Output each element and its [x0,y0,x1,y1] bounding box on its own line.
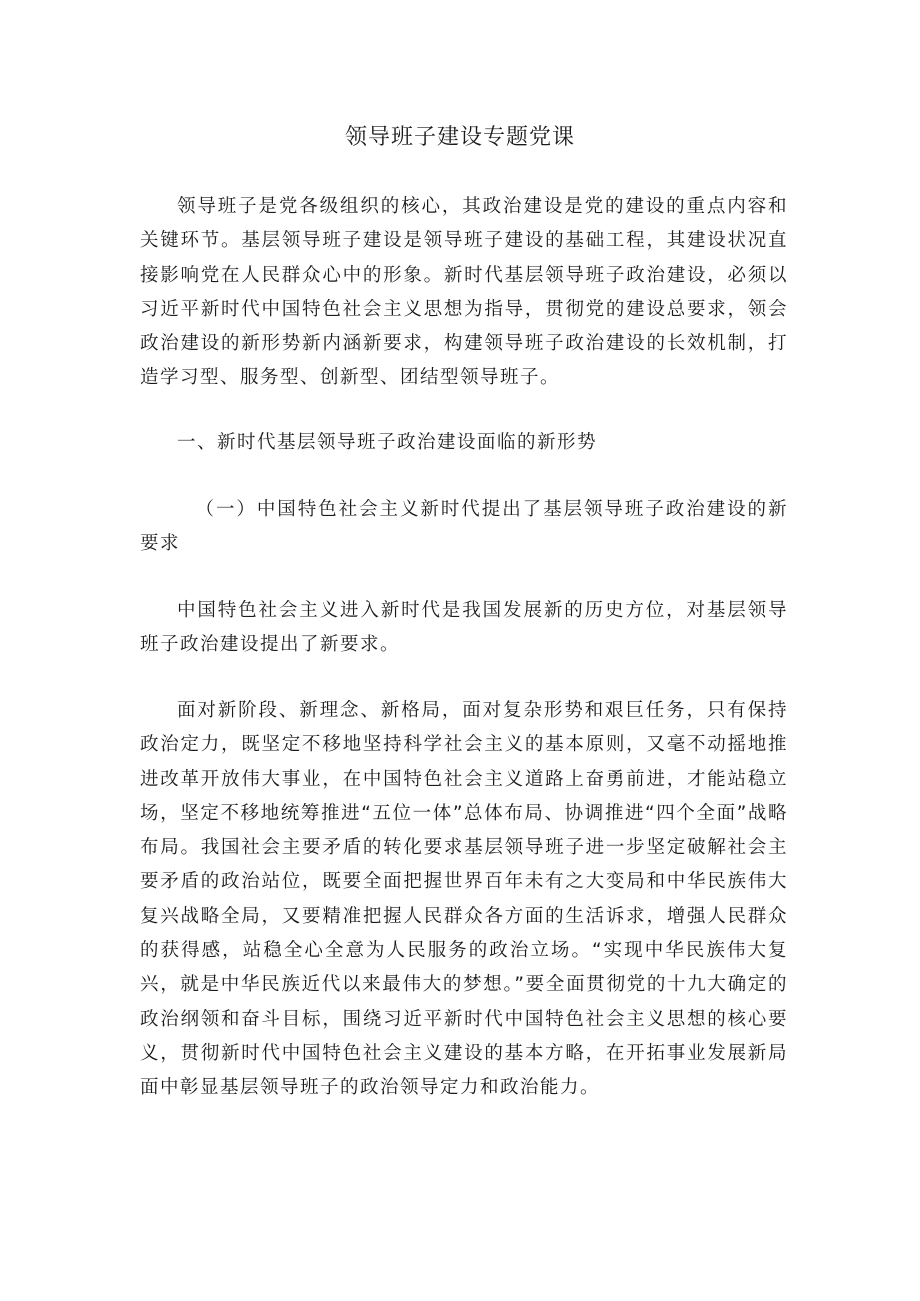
intro-paragraph: 领导班子是党各级组织的核心，其政治建设是党的建设的重点内容和关键环节。基层领导班子建设是领导班子建设的基础工程，其建设状况直接影响党在人民群众心中的形象。新时代基层领导班子政治建设，必须以习近平新时代中国特色社会主义思想为指导，贯彻党的建设总要求，领会政治建设的新形势新内涵新要求，构建领导班子政治建设的长效机制，打造学习型、服务型、创新型、团结型领导班子。 [140,196,788,389]
body-paragraph-long: 面对新阶段、新理念、新格局，面对复杂形势和艰巨任务，只有保持政治定力，既坚定不移地坚持科学社会主义的基本原则，又毫不动摇地推进改革开放伟大事业，在中国特色社会主义道路上奋勇前进，才能站稳立场，坚定不移地统筹推进“五位一体”总体布局、协调推进“四个全面”战略布局。我国社会主要矛盾的转化要求基层领导班子进一步坚定破解社会主要矛盾的政治站位，既要全面把握世界百年未有之大变局和中华民族伟大复兴战略全局，又要精准把握人民群众各方面的生活诉求，增强人民群众的获得感，站稳全心全意为人民服务的政治立场。“实现中华民族伟大复兴，就是中华民族近代以来最伟大的梦想。”要全面贯彻党的十九大确定的政治纲领和奋斗目标，围绕习近平新时代中国特色社会主义思想的核心要义，贯彻新时代中国特色社会主义建设的基本方略，在开拓事业发展新局面中彰显基层领导班子的政治领导定力和政治能力。 [140,700,788,1099]
body-paragraph: 中国特色社会主义进入新时代是我国发展新的历史方位，对基层领导班子政治建设提出了新要求。 [140,600,788,656]
subsection-heading: （一）中国特色社会主义新时代提出了基层领导班子政治建设的新要求 [140,499,788,555]
section-heading: 一、新时代基层领导班子政治建设面临的新形势 [177,432,598,453]
document-title: 领导班子建设专题党课 [344,125,575,150]
